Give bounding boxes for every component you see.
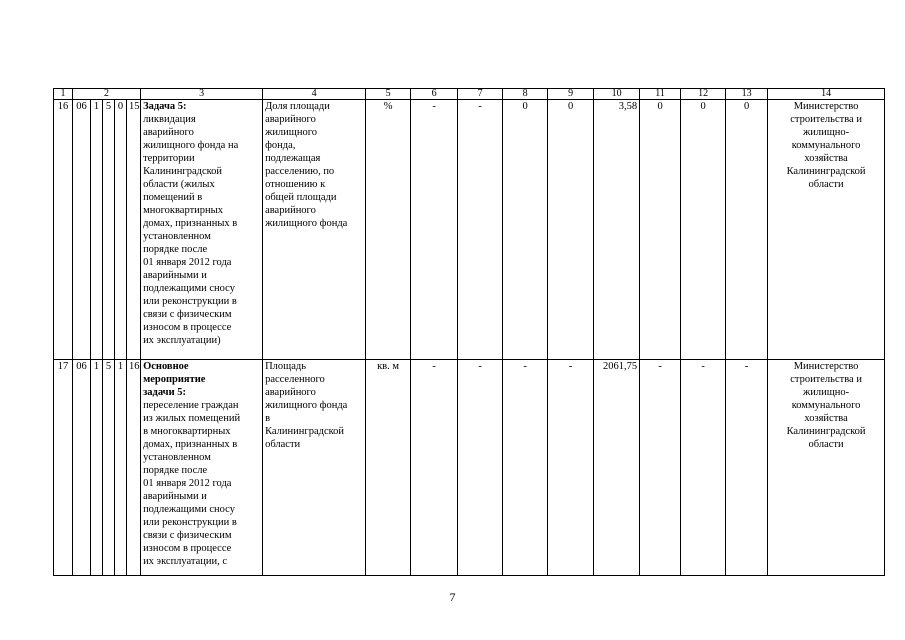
value-cell: - xyxy=(411,360,458,576)
text-line: аварийного xyxy=(265,387,316,398)
indicator-cell xyxy=(263,360,366,576)
text-line: жилищно- xyxy=(802,387,850,398)
value-cell: 0 xyxy=(548,100,594,360)
text-line: порядке после xyxy=(143,244,208,255)
text-line: хозяйства xyxy=(804,413,848,424)
text-line: Калининградской xyxy=(143,166,223,177)
text-line: жилищного xyxy=(265,127,318,138)
value-cell: - xyxy=(411,100,458,360)
header-cell: 9 xyxy=(548,89,594,100)
header-cell: 12 xyxy=(681,89,726,100)
text-line: аварийными и xyxy=(143,270,207,281)
text-line: отношению к xyxy=(265,179,326,190)
code-cell: 1 xyxy=(91,100,103,360)
value-cell: 3,58 xyxy=(594,100,640,360)
code-cell: 5 xyxy=(103,100,115,360)
text-line: Калининградской xyxy=(265,426,345,437)
code-cell: 1 xyxy=(115,360,127,576)
header-cell: 1 xyxy=(54,89,73,100)
header-cell: 8 xyxy=(503,89,548,100)
text-line: жилищного фонда xyxy=(265,218,348,229)
code-cell: 5 xyxy=(103,360,115,576)
header-cell: 11 xyxy=(640,89,681,100)
text-line: задачи 5: xyxy=(143,387,187,398)
text-line: установленном xyxy=(143,231,211,242)
text-line: области xyxy=(808,179,844,190)
text-line: территории xyxy=(143,153,195,164)
code-cell: 15 xyxy=(127,100,141,360)
text-line: коммунального xyxy=(791,400,861,411)
value-cell: 2061,75 xyxy=(594,360,640,576)
text-line: переселение граждан xyxy=(143,400,239,411)
text-line: их эксплуатации) xyxy=(143,335,221,346)
text-line: жилищного фонда на xyxy=(143,140,239,151)
text-line: или реконструкции в xyxy=(143,296,237,307)
code-cell: 16 xyxy=(127,360,141,576)
text-line: Министерство xyxy=(793,101,859,112)
value-cell: - xyxy=(726,360,768,576)
text-line: области xyxy=(808,439,844,450)
text-line: помещений в xyxy=(143,192,203,203)
code-cell: 1 xyxy=(91,360,103,576)
value-cell: 0 xyxy=(503,100,548,360)
text-line: аварийными и xyxy=(143,491,207,502)
text-line: области xyxy=(265,439,301,450)
code-cell: 0 xyxy=(115,100,127,360)
indicator-cell xyxy=(263,100,366,360)
code-cell: 06 xyxy=(73,360,91,576)
value-cell: - xyxy=(548,360,594,576)
value-cell: - xyxy=(681,360,726,576)
text-line: жилищного фонда xyxy=(265,400,348,411)
text-line: связи с физическим xyxy=(143,530,232,541)
text-line: подлежащая xyxy=(265,153,321,164)
text-line: Калининградской xyxy=(786,426,866,437)
unit-cell: кв. м xyxy=(366,360,411,576)
text-line: аварийного xyxy=(143,127,194,138)
text-line: Основное xyxy=(143,361,189,372)
department-cell xyxy=(768,360,885,576)
text-line: порядке после xyxy=(143,465,208,476)
header-cell: 3 xyxy=(141,89,263,100)
value-cell: - xyxy=(458,100,503,360)
data-table xyxy=(53,88,885,576)
text-line: ликвидация xyxy=(143,114,196,125)
text-line: строительства и xyxy=(790,374,862,385)
unit-cell: % xyxy=(366,100,411,360)
department-cell xyxy=(768,100,885,360)
header-cell: 4 xyxy=(263,89,366,100)
text-line: Площадь xyxy=(265,361,307,372)
text-line: 01 января 2012 года xyxy=(143,478,232,489)
text-line: подлежащими сносу xyxy=(143,504,235,515)
text-line: домах, признанных в xyxy=(143,218,238,229)
text-line: расселенного xyxy=(265,374,325,385)
value-cell: 0 xyxy=(640,100,681,360)
text-line: Доля площади xyxy=(265,101,330,112)
text-line: хозяйства xyxy=(804,153,848,164)
text-line: коммунального xyxy=(791,140,861,151)
text-line: жилищно- xyxy=(802,127,850,138)
text-line: Министерство xyxy=(793,361,859,372)
header-row xyxy=(54,89,885,100)
text-line: из жилых помещений xyxy=(143,413,241,424)
text-line: износом в процессе xyxy=(143,322,232,333)
table-row xyxy=(54,360,885,576)
text-line: аварийного xyxy=(265,205,316,216)
text-line: установленном xyxy=(143,452,211,463)
text-line: подлежащими сносу xyxy=(143,283,235,294)
text-line: домах, признанных в xyxy=(143,439,238,450)
text-line: в многоквартирных xyxy=(143,426,231,437)
row-number: 16 xyxy=(54,100,73,360)
text-line: строительства и xyxy=(790,114,862,125)
value-cell: - xyxy=(503,360,548,576)
value-cell: - xyxy=(458,360,503,576)
text-line: их эксплуатации, с xyxy=(143,556,228,567)
text-line: многоквартирных xyxy=(143,205,223,216)
page-number: 7 xyxy=(449,590,456,604)
header-cell: 5 xyxy=(366,89,411,100)
text-line: мероприятие xyxy=(143,374,206,385)
task-text xyxy=(143,399,260,568)
text-line: области (жилых xyxy=(143,179,215,190)
header-cell: 7 xyxy=(458,89,503,100)
header-cell: 10 xyxy=(594,89,640,100)
text-line: износом в процессе xyxy=(143,543,232,554)
text-line: или реконструкции в xyxy=(143,517,237,528)
row-number: 17 xyxy=(54,360,73,576)
header-cell: 14 xyxy=(768,89,885,100)
task-title: Задача 5: xyxy=(143,101,187,112)
text-line: общей площади xyxy=(265,192,337,203)
value-cell: 0 xyxy=(726,100,768,360)
value-cell: - xyxy=(640,360,681,576)
header-cell: 13 xyxy=(726,89,768,100)
text-line: связи с физическим xyxy=(143,309,232,320)
text-line: Калининградской xyxy=(786,166,866,177)
table-row xyxy=(54,100,885,360)
task-text xyxy=(143,113,260,347)
header-cell: 6 xyxy=(411,89,458,100)
text-line: в xyxy=(265,413,271,424)
text-line: 01 января 2012 года xyxy=(143,257,232,268)
text-line: фонда, xyxy=(265,140,296,151)
text-line: аварийного xyxy=(265,114,316,125)
value-cell: 0 xyxy=(681,100,726,360)
code-cell: 06 xyxy=(73,100,91,360)
header-cell: 2 xyxy=(73,89,141,100)
task-description xyxy=(141,360,263,576)
text-line: расселению, по xyxy=(265,166,335,177)
task-description xyxy=(141,100,263,360)
task-title xyxy=(143,360,260,399)
